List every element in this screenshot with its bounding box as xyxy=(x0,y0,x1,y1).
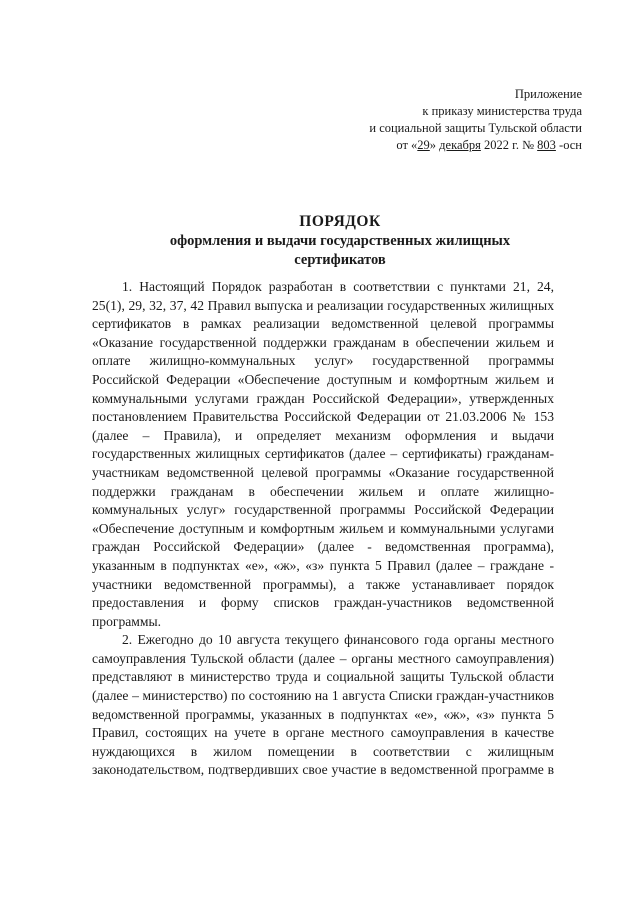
appendix-line-1: Приложение xyxy=(514,87,582,101)
paragraph-1: 1. Настоящий Порядок разработан в соответствии с пунктами 21, 24, 25(1), 29, 32, 37, 42 Правил выпуска и реализации государственных жилищных сертификатов в рамках реализации ведомственной целевой программы «Оказание государственной поддержки гражданам в обеспечении жильем и оплате жилищно-коммунальных услуг» государственной программы Российской Федерации «Обеспечение доступным и комфортным жильем и коммунальными услугами граждан Российской Федерации», утвержденных постановлением Правительства Российской Федерации от 21.03.2006 № 153 (далее – Правила), и определяет механизм оформления и выдачи государственных жилищных сертификатов (далее – сертификаты) гражданам-участникам ведомственной целевой программы «Оказание государственной поддержки гражданам в обеспечении жильем и оплате жилищно-коммунальных услуг» государственной программы Российской Федерации «Обеспечение доступным и комфортным жильем и коммунальными услугами граждан Российской Федерации» (далее - ведомственная программа), указанным в подпунктах «е», «ж», «з» пункта 5 Правил (далее – граждане - участники ведомственной программы), а также устанавливает порядок предоставления и форму списков граждан-участников ведомственной программы. xyxy=(92,279,554,629)
title-sub-line-2: сертификатов xyxy=(294,252,386,268)
paragraph-2: 2. Ежегодно до 10 августа текущего финансового года органы местного самоуправления Тульской области (далее – органы местного самоуправления) представляют в министерство труда и социальной защиты Тульской области (далее – министерство) по состоянию на 1 августа Списки граждан-участников ведомственной программы, указанных в подпунктах «е», «ж», «з» пункта 5 Правил, состоящих на учете в органе местного самоуправления в качестве нуждающихся в жилом помещении в соответствии с жилищным законодательством, подтвердивших свое участие в ведомственной программе в xyxy=(92,632,554,778)
order-date-prefix: от « xyxy=(396,138,418,152)
order-month: декабря xyxy=(439,138,481,152)
title-main: ПОРЯДОК xyxy=(299,213,381,230)
order-date-mid: » xyxy=(429,138,440,152)
title-sub-line-1: оформления и выдачи государственных жилищных xyxy=(169,233,511,249)
order-number-suffix: -осн xyxy=(555,138,582,152)
appendix-line-2: к приказу министерства труда xyxy=(422,104,582,118)
appendix-header xyxy=(282,86,582,154)
order-year: 2022 г. № xyxy=(480,138,538,152)
document-body xyxy=(92,278,554,780)
document-title xyxy=(92,212,588,270)
order-day: 29 xyxy=(417,138,430,152)
appendix-line-4 xyxy=(282,137,582,154)
appendix-line-3: и социальной защиты Тульской области xyxy=(369,121,582,135)
order-number: 803 xyxy=(537,138,556,152)
